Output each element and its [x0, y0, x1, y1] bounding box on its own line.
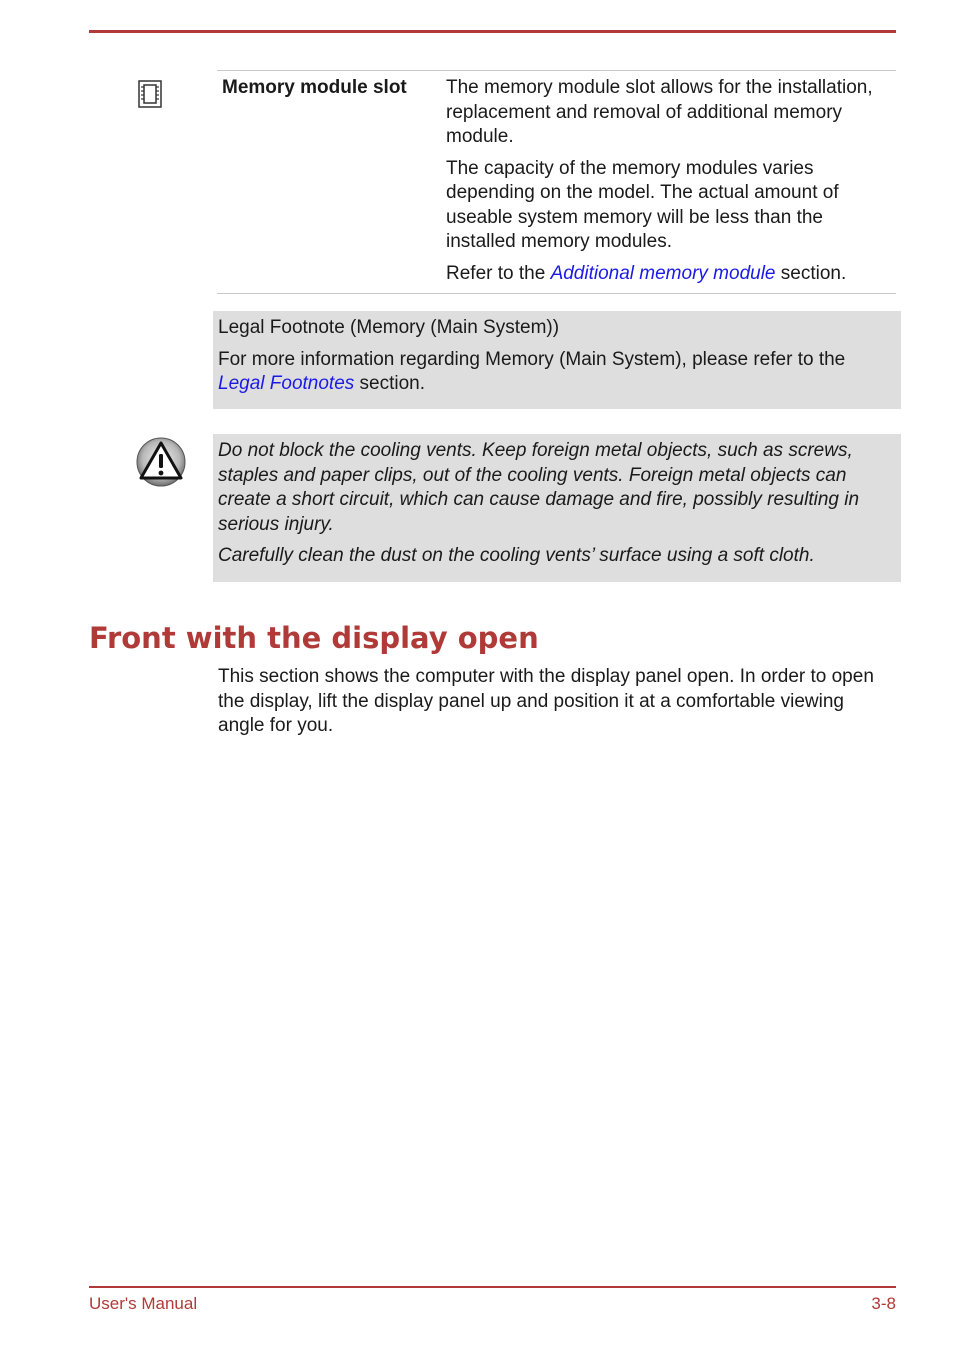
warning-paragraph: Do not block the cooling vents. Keep foreign metal objects, such as screws, staples and paper clips, out of the cooling vents. Foreign metal objects can create a short circuit, which can cause damage and fire, possibly resulting in serious injury. — [218, 440, 860, 535]
legal-footnote-body — [218, 348, 891, 397]
footer-page-number: 3-8 — [871, 1294, 896, 1313]
table-row — [217, 71, 896, 293]
warning-box — [213, 434, 901, 582]
section-body: This section shows the computer with the display panel open. In order to open the display, lift the display panel up and position it at a comfortable viewing angle for you. — [218, 666, 874, 736]
reference-text-before: Refer to the — [446, 262, 551, 284]
spec-description — [446, 76, 896, 286]
footer-manual-title: User's Manual — [89, 1294, 198, 1313]
reference-text-after: section. — [775, 262, 847, 284]
spec-desc-paragraph: The capacity of the memory modules varies depending on the model. The actual amount of useable system memory will be less than the installed memory modules. — [446, 157, 839, 252]
memory-chip-icon — [138, 80, 162, 108]
legal-footnote-box — [213, 311, 901, 409]
warning-paragraph: Carefully clean the dust on the cooling vents’ surface using a soft cloth. — [218, 545, 815, 566]
spec-term: Memory module slot — [222, 77, 407, 98]
spec-desc-paragraph: The memory module slot allows for the installation, replacement and removal of additional memory module. — [446, 77, 873, 147]
footer-rule — [89, 1286, 896, 1288]
legal-text-before: For more information regarding Memory (Main System), please refer to the — [218, 348, 846, 370]
memory-spec-table — [217, 70, 896, 294]
additional-memory-module-link[interactable]: Additional memory module — [550, 262, 776, 284]
warning-triangle-icon — [135, 436, 187, 488]
header-rule — [89, 30, 896, 33]
legal-footnote-title: Legal Footnote (Memory (Main System)) — [218, 317, 560, 338]
spec-desc-reference — [446, 262, 896, 287]
legal-text-after: section. — [354, 373, 426, 394]
section-heading: Front with the display open — [89, 621, 539, 655]
legal-footnotes-link[interactable]: Legal Footnotes — [218, 373, 355, 394]
